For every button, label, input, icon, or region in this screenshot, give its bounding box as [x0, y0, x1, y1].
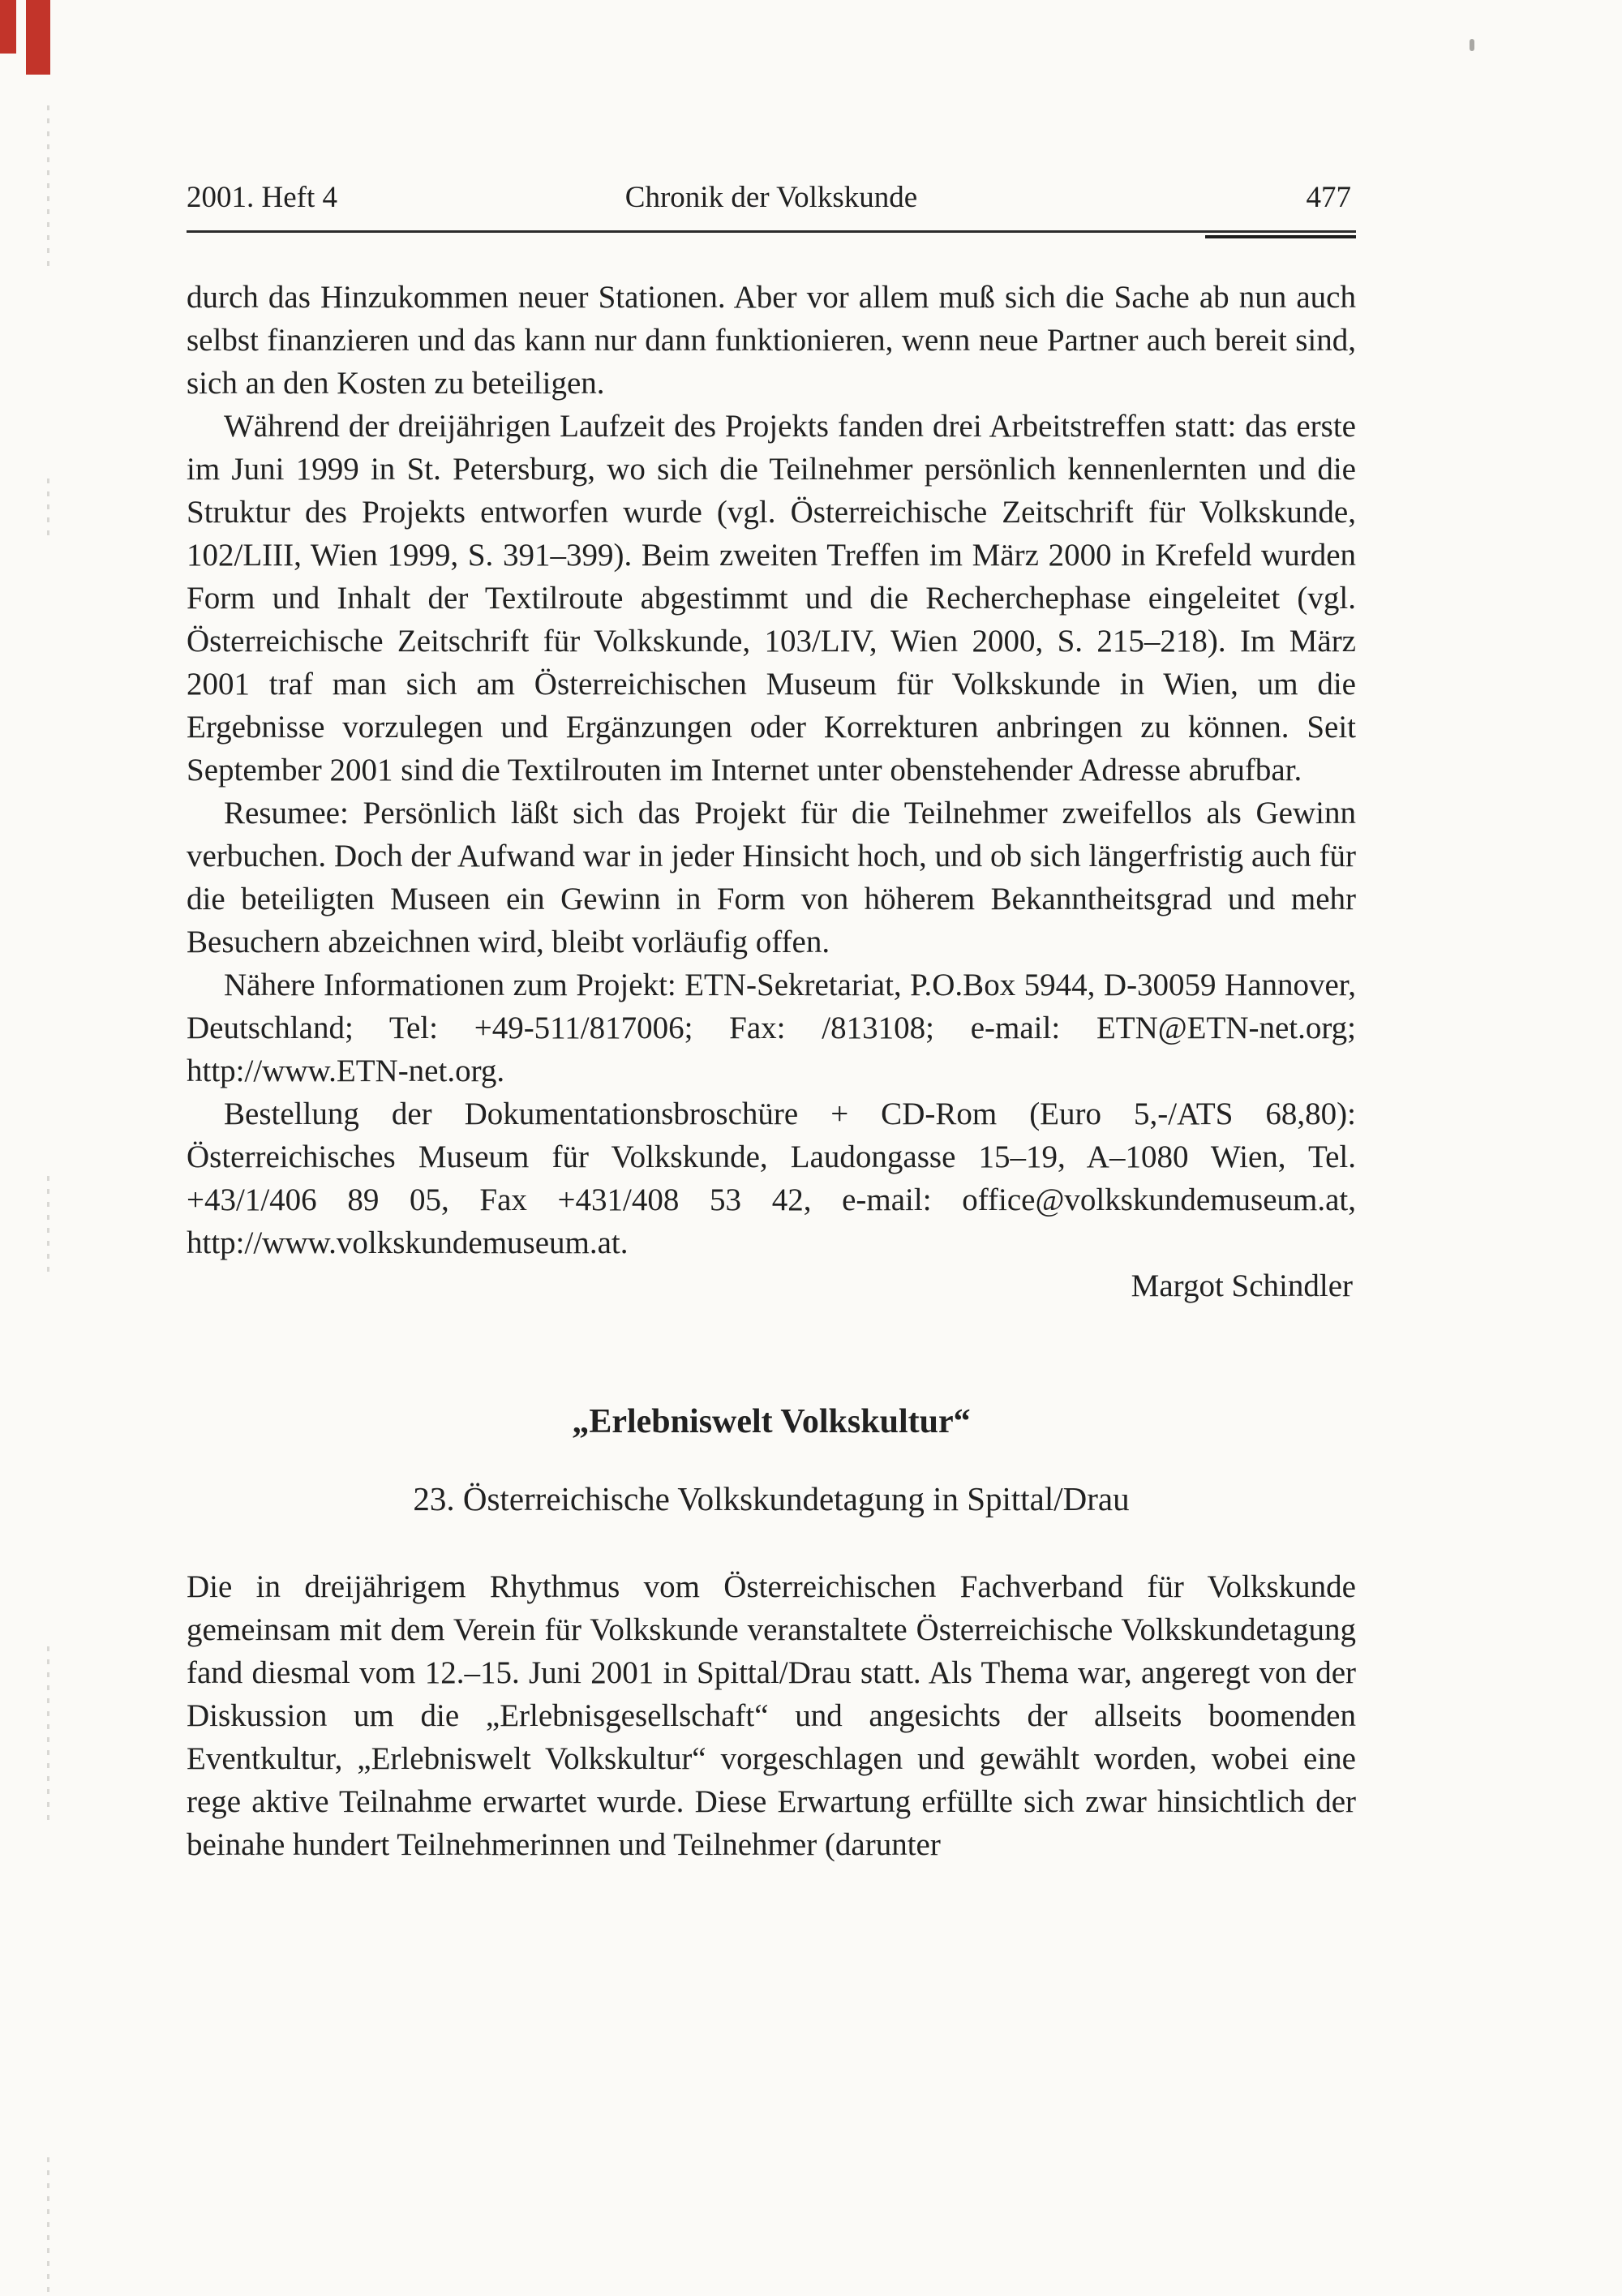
article-title: „Erlebniswelt Volkskultur“: [572, 1403, 971, 1440]
scan-binding-mark: [47, 479, 49, 543]
article-tagung-report: [187, 1401, 1356, 1866]
scan-red-mark: [0, 0, 16, 54]
header-rule: [187, 230, 1356, 233]
page-number: 477: [1306, 181, 1351, 214]
scan-binding-mark: [47, 1646, 49, 1825]
article-subtitle: 23. Österreichische Volkskundetagung in Spittal/Drau: [413, 1480, 1130, 1518]
journal-page: [187, 180, 1356, 1866]
scan-speck: [1470, 39, 1474, 51]
author-signature: Margot Schindler: [1131, 1268, 1353, 1303]
header-rule-accent: [1205, 235, 1356, 238]
paragraph-tagung-intro: Die in dreijährigem Rhythmus vom Österreichischen Fachverband für Volkskunde gemeinsam mit dem Verein für Volkskunde veranstaltete Österreichische Volkskundetagung fand diesmal vom 12.–15. Juni 2001 in Spittal/Drau statt. Als Thema war, angeregt von der Diskussion um die „Erlebnisgesellschaft“ und angesichts der allseits boomenden Eventkultur, „Erlebniswelt Volkskultur“ vorgeschlagen und gewählt worden, wobei eine rege aktive Teilnahme erwartet wurde. Diese Erwartung erfüllte sich zwar hinsichtlich der beinahe hundert Teilnehmerinnen und Teilnehmer (darunter: [187, 1569, 1356, 1862]
scan-binding-mark: [47, 105, 49, 268]
issue-label: 2001. Heft 4: [187, 181, 337, 214]
paragraph-arbeitstreffen: Während der dreijährigen Laufzeit des Projekts fanden drei Arbeitstreffen statt: das erste im Juni 1999 in St. Petersburg, wo sich die Teilnehmer persönlich kennenlernten und die Struktur des Projekts entworfen wurde (vgl. Österreichische Zeitschrift für Volkskunde, 102/LIII, Wien 1999, S. 391–399). Beim zweiten Treffen im März 2000 in Krefeld wurden Form und Inhalt der Textilroute abgestimmt und die Recherchephase eingeleitet (vgl. Österreichische Zeitschrift für Volkskunde, 103/LIV, Wien 2000, S. 215–218). Im März 2001 traf man sich am Österreichischen Museum für Volkskunde in Wien, um die Ergebnisse vorzulegen und Ergänzungen oder Korrekturen anbringen zu können. Seit September 2001 sind die Textilrouten im Internet unter obenstehender Adresse abrufbar.: [187, 409, 1356, 788]
journal-section-title: Chronik der Volkskunde: [624, 181, 918, 214]
paragraph-resumee: Resumee: Persönlich läßt sich das Projekt für die Teilnehmer zweifellos als Gewinn verbuchen. Doch der Aufwand war in jeder Hinsicht hoch, und ob sich längerfristig auch für die beteiligten Museen ein Gewinn in Form von höherem Bekanntheitsgrad und mehr Besuchern abzeichnen wird, bleibt vorläufig offen.: [187, 796, 1356, 959]
scan-red-mark: [26, 0, 50, 75]
scan-binding-mark: [47, 1176, 49, 1273]
paragraph-bestellung: Bestellung der Dokumentationsbroschüre + CD-Rom (Euro 5,-/ATS 68,80): Österreichisches Museum für Volkskunde, Laudongasse 15–19, A–1080 Wien, Tel. +43/1/406 89 05, Fax +431/408 53 42, e-mail: office@volkskundemuseum.at, http://www.volkskundemuseum.at.: [187, 1097, 1356, 1260]
scan-binding-mark: [47, 2157, 49, 2295]
running-header: [187, 180, 1356, 219]
paragraph-continuation: durch das Hinzukommen neuer Stationen. Aber vor allem muß sich die Sache ab nun auch selbst finanzieren und das kann nur dann funktionieren, wenn neue Partner auch bereit sind, sich an den Kosten zu beteiligen.: [187, 280, 1356, 401]
paragraph-kontakt: Nähere Informationen zum Projekt: ETN-Sekretariat, P.O.Box 5944, D-30059 Hannover, Deutschland; Tel: +49-511/817006; Fax: /813108; e-mail: ETN@ETN-net.org; http://www.ETN-net.org.: [187, 968, 1356, 1088]
article-etn-report: [187, 276, 1356, 1307]
